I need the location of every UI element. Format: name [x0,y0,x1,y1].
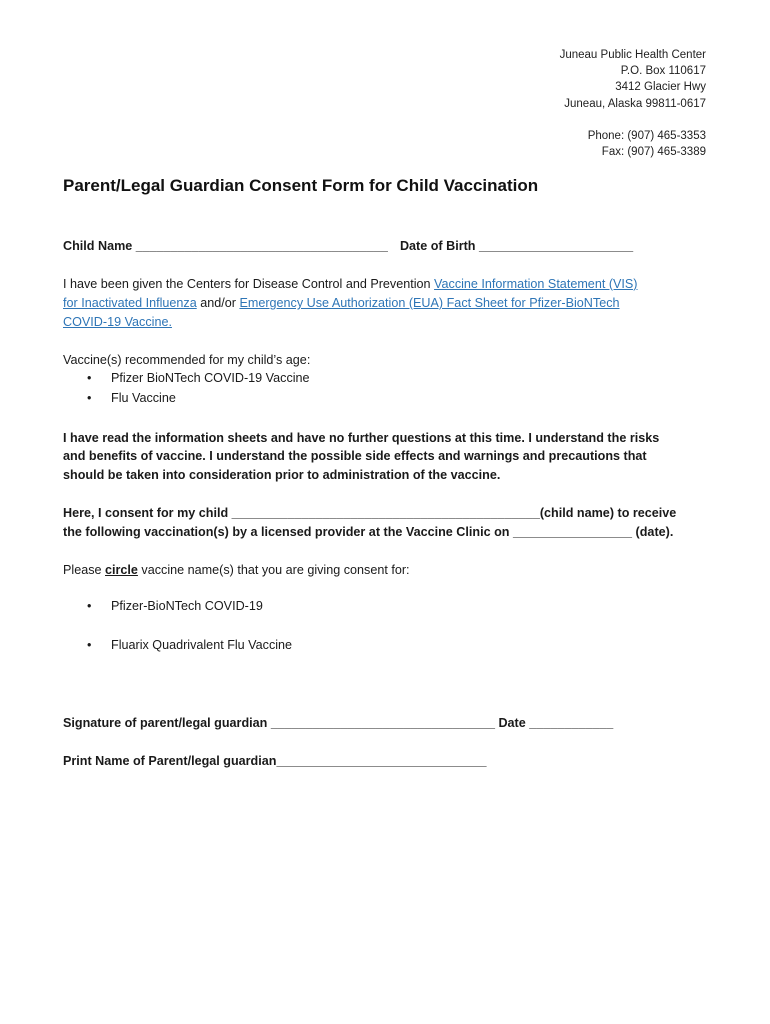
recommended-item [87,391,176,405]
child-info-line [63,237,633,256]
street-address: 3412 Glacier Hwy [615,81,706,94]
circle-prompt-after: vaccine name(s) that you are giving consent for: [137,563,410,577]
date-of-birth-field[interactable]: Date of Birth ______________________ [399,239,634,253]
circle-emphasis: circle [105,563,138,577]
recommended-item-label: Flu Vaccine [111,391,176,405]
eua-fact-sheet-link[interactable]: Emergency Use Authorization (EUA) Fact Sheet for Pfizer-BioNTech [239,296,620,310]
statement-line1: I have read the information sheets and have no further questions at this time. I understand the risks [63,431,660,445]
statement-line3: should be taken into consideration prior to administration of the vaccine. [63,468,501,482]
phone-number: Phone: (907) 465-3353 [587,129,706,142]
bullet-icon: • [87,638,92,652]
consent-line2[interactable]: the following vaccination(s) by a licensed provider at the Vaccine Clinic on _________________ (date). [63,525,674,539]
print-name-line[interactable]: Print Name of Parent/legal guardian______________________________ [63,754,487,768]
bullet-icon: • [87,599,92,613]
consent-option-label: Fluarix Quadrivalent Flu Vaccine [111,638,293,652]
circle-prompt-before: Please [63,563,106,577]
circle-prompt [63,561,410,580]
form-title: Parent/Legal Guardian Consent Form for Child Vaccination [63,176,539,195]
statement-line2: and benefits of vaccine. I understand the possible side effects and warnings and precautions that [63,449,647,463]
consent-option-flu[interactable] [87,638,292,652]
eua-fact-sheet-link-continued[interactable]: COVID-19 Vaccine. [63,315,172,329]
recommended-item [87,371,310,385]
bullet-icon: • [87,371,92,385]
child-name-field[interactable]: Child Name ____________________________________ [63,239,388,253]
and-or-text: and/or [196,296,240,310]
vis-paragraph-line2 [63,294,620,313]
recommended-heading: Vaccine(s) recommended for my child’s age: [63,353,311,367]
bullet-icon: • [87,391,92,405]
fax-number: Fax: (907) 465-3389 [601,146,706,159]
org-name: Juneau Public Health Center [559,49,706,61]
address-block [560,47,706,160]
city-state-zip: Juneau, Alaska 99811-0617 [564,97,706,110]
vis-link[interactable]: Vaccine Information Statement (VIS) [434,277,638,291]
consent-option-label: Pfizer-BioNTech COVID-19 [111,599,263,613]
vis-intro-text: I have been given the Centers for Disease Control and Prevention [63,277,435,291]
vis-link-continued[interactable]: for Inactivated Influenza [63,296,197,310]
po-box: P.O. Box 110617 [620,65,706,78]
recommended-item-label: Pfizer BioNTech COVID-19 Vaccine [111,371,310,385]
vis-paragraph-line3 [63,313,172,332]
consent-line1[interactable]: Here, I consent for my child ____________________________________________(child name) to receive [63,506,677,520]
consent-option-pfizer[interactable] [87,599,263,613]
vis-paragraph-line1 [63,275,638,294]
signature-line[interactable]: Signature of parent/legal guardian ________________________________ Date ____________ [63,716,614,730]
